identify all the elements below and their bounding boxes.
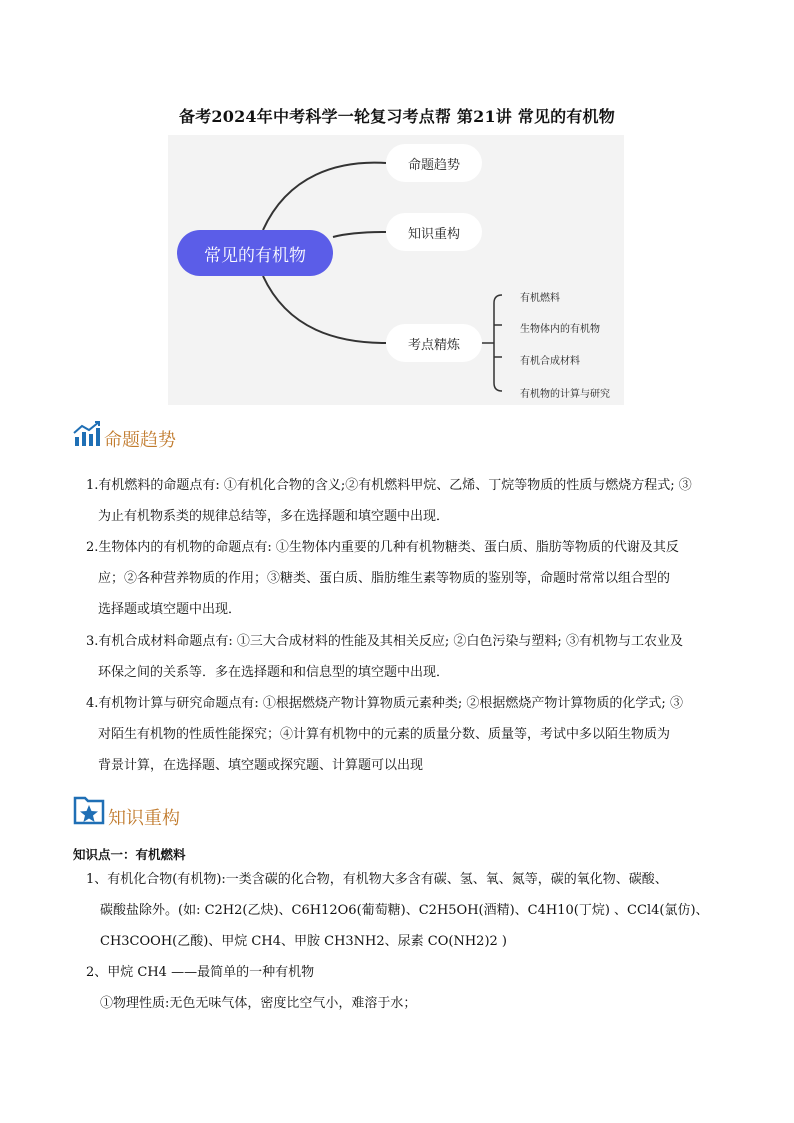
trend-item-3-line-2: 环保之间的关系等．多在选择题和和信息型的填空题中出现． [98,665,450,680]
trend-item-2-line-3: 选择题或填空题中出现． [98,602,242,617]
connector-branch-2 [333,232,386,237]
mind-map-leaf-calc: 有机物的计算与研究 [520,389,610,400]
trend-item-1-line-2: 为止有机物系类的规律总结等，多在选择题和填空题中出现． [98,509,450,524]
section-knowledge-title: 知识重构 [108,808,180,829]
section-trend-heading [72,420,176,452]
trend-item-2-line-1: 2.生物体内的有机物的命题点有: ①生物体内重要的几种有机物糖类、蛋白质、脂肪等物质的代谢及其反 [86,540,679,555]
trend-item-3 [86,626,746,688]
trend-item-4-line-2: 对陌生有机物的性质性能探究；④计算有机物中的元素的质量分数、质量等，考试中多以陌生物质为 [98,727,671,742]
mind-map-leaf-synthetic: 有机合成材料 [520,356,580,367]
mind-map-center-node: 常见的有机物 [177,230,333,276]
mind-map-branch-points: 考点精炼 [386,324,482,362]
mind-map-branch-knowledge: 知识重构 [386,213,482,251]
mind-map-leaf-bio: 生物体内的有机物 [520,324,600,335]
knowledge-point-title: 知识点一：有机燃料 [73,847,186,862]
section-trend-title: 命题趋势 [104,430,176,451]
trend-item-2 [86,532,746,625]
knowledge-para-1-line-3: CH3COOH(乙酸)、甲烷 CH4、甲胺 CH3NH2、尿素 CO(NH2)2 ) [100,934,507,949]
trend-item-2-line-2: 应；②各种营养物质的作用；③糖类、蛋白质、脂肪维生素等物质的鉴别等，命题时常常以组合型的 [98,571,671,586]
trend-item-4 [86,688,746,781]
bar-chart-icon [72,420,102,452]
knowledge-para-1-line-1: 1、有机化合物(有机物):一类含碳的化合物，有机物大多含有碳、氢、氧、氮等，碳的氧化物、碳酸、 [86,872,668,887]
connector-branch-1 [263,163,386,230]
trend-item-4-line-1: 4.有机物计算与研究命题点有: ①根据燃烧产物计算物质元素种类; ②根据燃烧产物计算物质的化学式; ③ [86,696,683,711]
trend-item-4-line-3: 背景计算，在选择题、填空题或探究题、计算题可以出现 [98,758,424,773]
connector-bracket [494,295,502,391]
mind-map-leaf-fuel: 有机燃料 [520,293,560,304]
mind-map [168,135,624,405]
knowledge-para-1 [86,864,736,957]
knowledge-para-3: ①物理性质:无色无味气体，密度比空气小，难溶于水； [100,996,417,1011]
trend-item-1-line-1: 1.有机燃料的命题点有: ①有机化合物的含义;②有机燃料甲烷、乙烯、丁烷等物质的性质与燃烧方程式; ③ [86,478,692,493]
page-title: 备考2024年中考科学一轮复习考点帮 第21讲 常见的有机物 [179,107,615,126]
knowledge-para-1-line-2: 碳酸盐除外。(如: C2H2(乙炔)、C6H12O6(葡萄糖)、C2H5OH(酒精)、C4H10(丁烷) 、CCl4(氯仿)、 [100,903,709,918]
section-knowledge-heading [72,792,180,830]
star-folder-icon [72,792,106,830]
trend-item-1 [86,470,746,532]
trend-item-3-line-1: 3.有机合成材料命题点有: ①三大合成材料的性能及其相关反应; ②白色污染与塑料; ③有机物与工农业及 [86,634,683,649]
knowledge-para-2: 2、甲烷 CH4 ——最简单的一种有机物 [86,965,315,980]
connector-branch-3 [263,276,386,343]
mind-map-branch-trend: 命题趋势 [386,144,482,182]
